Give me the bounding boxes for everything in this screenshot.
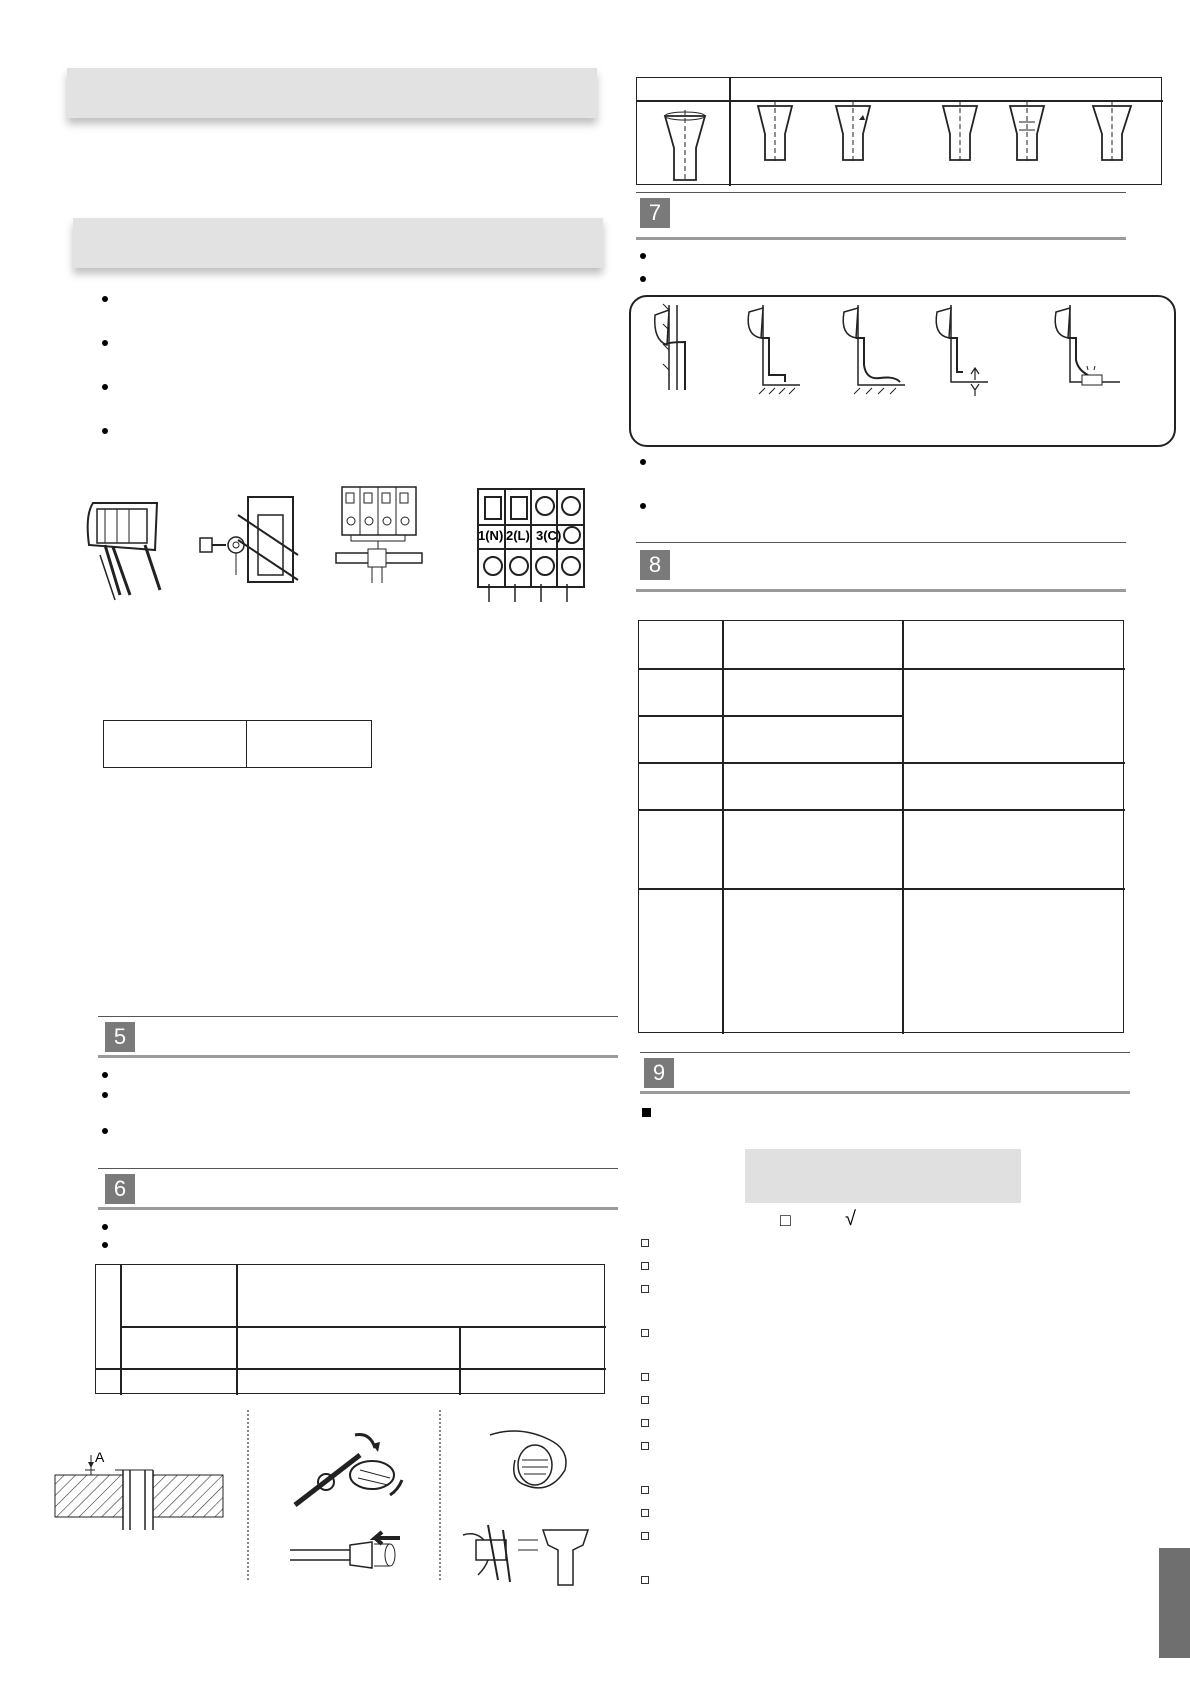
checklist-checkbox[interactable] [641, 1239, 649, 1247]
bullet-icon [102, 340, 108, 346]
hand-reamer-illustration [480, 1425, 580, 1505]
check-items-table [638, 620, 1124, 1033]
checklist-checkbox[interactable] [641, 1329, 649, 1337]
checklist-checkbox[interactable] [641, 1509, 649, 1517]
bullet-icon [640, 459, 646, 465]
bullet-icon [102, 384, 108, 390]
flare-wrong-illustration-3 [940, 100, 980, 165]
terminal-label-3c: 3(C) [536, 528, 562, 543]
language-side-tab [1159, 1548, 1190, 1658]
flare-correct-illustration [660, 108, 710, 183]
checklist-checkbox[interactable] [641, 1373, 649, 1381]
terminal-block [477, 488, 585, 588]
flare-wrong-illustration-2 [833, 100, 873, 165]
bullet-icon [102, 428, 108, 434]
section-8-number: 8 [640, 550, 670, 580]
bullet-icon [102, 1072, 108, 1078]
square-bullet-icon [642, 1108, 651, 1117]
header-banner-1 [67, 68, 597, 118]
section-5-number: 5 [105, 1022, 135, 1052]
header-banner-2 [73, 218, 603, 268]
checklist-checkbox[interactable] [641, 1532, 649, 1540]
section-8-header [636, 542, 1126, 592]
bullet-icon [640, 276, 646, 282]
flaring-tool-illustration [458, 1520, 598, 1588]
drain-hose-example-4 [933, 300, 993, 395]
terminal-wires [477, 584, 587, 604]
bullet-icon [640, 253, 646, 259]
terminal-strip-illustration [340, 485, 420, 585]
pipe-insert-illustration [290, 1530, 410, 1580]
section-9-header [640, 1052, 1130, 1094]
bullet-icon [102, 1092, 108, 1098]
section-6-header [98, 1168, 618, 1210]
checklist-checkbox[interactable] [641, 1486, 649, 1494]
section-7-header [636, 192, 1126, 240]
flare-examples-table [636, 77, 1162, 185]
drain-hose-example-2 [745, 300, 805, 395]
section-6-number: 6 [105, 1174, 135, 1204]
bullet-icon [102, 296, 108, 302]
indoor-unit-wiring-illustration [85, 495, 165, 605]
section-5-header [98, 1016, 618, 1058]
terminal-label-2l: 2(L) [506, 528, 530, 543]
checklist-checkbox[interactable] [641, 1285, 649, 1293]
pipe-cross-section-illustration [55, 1450, 225, 1530]
section-7-number: 7 [640, 198, 670, 228]
info-box [745, 1149, 1021, 1203]
bullet-icon [640, 503, 646, 509]
wire-spec-table [103, 720, 372, 768]
checklist-checkbox[interactable] [641, 1396, 649, 1404]
checkbox-legend-icon: □ [780, 1210, 791, 1230]
bullet-icon [102, 1224, 108, 1230]
checklist-checkbox[interactable] [641, 1442, 649, 1450]
drain-hose-example-1 [655, 300, 715, 395]
flare-dimension-table [95, 1264, 605, 1394]
divider [247, 1410, 249, 1580]
flare-wrong-illustration-1 [755, 100, 795, 165]
section-9-number: 9 [644, 1058, 674, 1088]
flare-dimension-label: A [95, 1449, 105, 1465]
terminal-label-1n: 1(N) [478, 528, 504, 543]
checklist-checkbox[interactable] [641, 1262, 649, 1270]
checklist-checkbox[interactable] [641, 1419, 649, 1427]
tick-legend-icon: √ [845, 1208, 856, 1230]
pipe-cutter-illustration [290, 1430, 420, 1510]
divider [439, 1410, 441, 1580]
earth-screw-illustration [198, 495, 303, 585]
bullet-icon [102, 1128, 108, 1134]
flare-wrong-illustration-4 [1007, 100, 1047, 165]
bullet-icon [102, 1242, 108, 1248]
flare-wrong-illustration-5 [1092, 100, 1132, 165]
drain-hose-example-3 [840, 300, 910, 395]
drain-hose-example-5 [1052, 300, 1122, 395]
earth-symbol-icon [563, 526, 581, 544]
checklist-checkbox[interactable] [641, 1576, 649, 1584]
